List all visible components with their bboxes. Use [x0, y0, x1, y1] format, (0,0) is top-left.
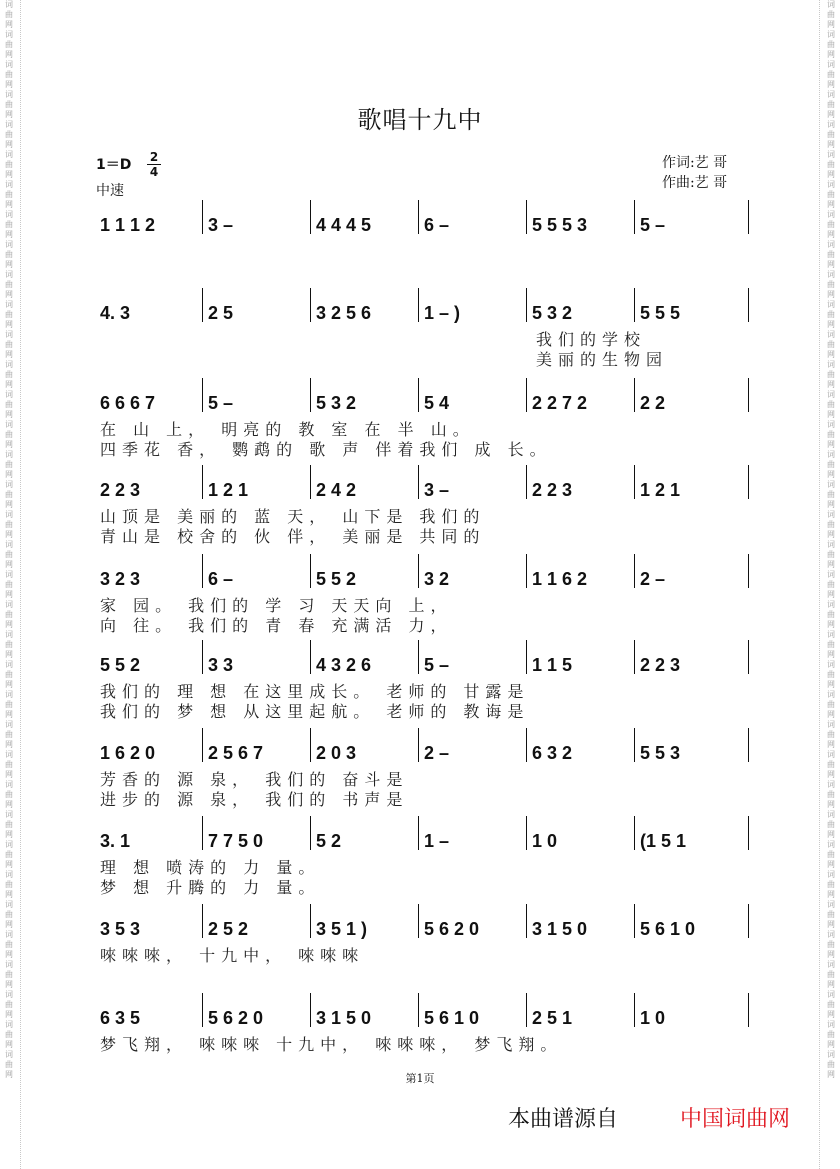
bar-line — [526, 288, 527, 322]
time-sig-top: 2 — [149, 150, 159, 164]
bar-line — [634, 554, 635, 588]
measure: 5 4 — [424, 393, 450, 413]
measure: 5 5 2 — [100, 655, 141, 675]
bar-line — [202, 728, 203, 762]
measure: 5 2 — [316, 831, 342, 851]
measure: 5 – — [424, 655, 450, 675]
lyrics-verse-2 — [92, 702, 756, 722]
measure: 5 6 1 0 — [424, 1008, 480, 1028]
lyrics-verse-1 — [92, 858, 756, 878]
notes-line — [92, 390, 756, 416]
notes-line — [92, 652, 756, 678]
bar-line — [418, 378, 419, 412]
bar-line — [748, 378, 749, 412]
bar-line — [202, 993, 203, 1027]
bar-line — [202, 200, 203, 234]
source-text: 本曲谱源自 — [508, 1107, 619, 1132]
lyrics-verse-1 — [92, 1035, 756, 1055]
notes-line — [92, 212, 756, 238]
measure: 5 – — [640, 215, 666, 235]
page-number: 第1页 — [405, 1072, 435, 1085]
measure: 1 – ) — [424, 303, 461, 323]
bar-line — [310, 728, 311, 762]
lyricist-credit: 作词:艺 哥 — [662, 155, 728, 171]
lyrics-verse-1 — [92, 242, 756, 262]
bar-line — [748, 904, 749, 938]
bar-line — [526, 640, 527, 674]
measure: 2 2 3 — [532, 480, 573, 500]
time-signature — [146, 150, 162, 179]
bar-line — [634, 288, 635, 322]
lyrics-text: 向 往。 我们的 青 春 充满活 力， — [100, 616, 453, 635]
lyrics-verse-1 — [92, 330, 756, 350]
measure: 2 5 6 7 — [208, 743, 264, 763]
lyrics-text: 芳香的 源 泉， 我们的 奋斗是 — [100, 770, 409, 789]
measure: (1 5 1 — [640, 831, 687, 851]
lyrics-text: 美丽的生物园 — [536, 350, 669, 369]
watermark-right: 词曲网词曲网词曲网词曲网词曲网词曲网词曲网词曲网词曲网词曲网词曲网词曲网词曲网词曲网词曲网词曲网词曲网词曲网词曲网词曲网词曲网词曲网词曲网词曲网词曲网词曲网词曲网词曲网词曲网词曲网词曲网词曲网词曲网词曲网词曲网词曲网 — [827, 0, 835, 1079]
bar-line — [526, 993, 527, 1027]
lyrics-text: 梦飞翔， 唻唻唻 十九中， 唻唻唻， 梦飞翔。 — [100, 1035, 563, 1054]
bar-line — [202, 904, 203, 938]
measure: 2 2 7 2 — [532, 393, 588, 413]
bar-line — [202, 378, 203, 412]
bar-line — [634, 728, 635, 762]
bar-line — [526, 465, 527, 499]
lyrics-text: 梦 想 升腾的 力 量。 — [100, 878, 321, 897]
measure: 5 5 5 — [640, 303, 681, 323]
bar-line — [310, 200, 311, 234]
bar-line — [418, 728, 419, 762]
measure: 5 6 2 0 — [424, 919, 480, 939]
bar-line — [748, 200, 749, 234]
lyrics-verse-1 — [92, 507, 756, 527]
lyrics-verse-2 — [92, 790, 756, 810]
bar-line — [310, 465, 311, 499]
lyrics-verse-2 — [92, 878, 756, 898]
lyrics-text: 我们的 梦 想 从这里起航。 老师的 教诲是 — [100, 702, 530, 721]
measure: 5 5 3 — [640, 743, 681, 763]
measure: 3 5 3 — [100, 919, 141, 939]
bar-line — [418, 200, 419, 234]
bar-line — [418, 816, 419, 850]
measure: 4. 3 — [100, 303, 131, 323]
bar-line — [202, 288, 203, 322]
measure: 3 2 — [424, 569, 450, 589]
lyrics-verse-1 — [92, 946, 756, 966]
composer-credit: 作曲:艺 哥 — [662, 175, 728, 191]
lyrics-text: 青山是 校舍的 伙 伴， 美丽是 共同的 — [100, 527, 486, 546]
lyrics-verse-2 — [92, 350, 756, 370]
song-title: 歌唱十九中 — [357, 106, 483, 134]
measure: 5 6 1 0 — [640, 919, 696, 939]
bar-line — [418, 640, 419, 674]
measure: 3 1 5 0 — [532, 919, 588, 939]
bar-line — [634, 816, 635, 850]
lyrics-verse-2 — [92, 262, 756, 282]
bar-line — [310, 378, 311, 412]
bar-line — [526, 816, 527, 850]
source-brand: 中国词曲网 — [680, 1107, 791, 1132]
lyrics-text: 家 园。 我们的 学 习 天天向 上， — [100, 596, 453, 615]
measure: 6 – — [424, 215, 450, 235]
bar-line — [634, 465, 635, 499]
bar-line — [418, 904, 419, 938]
lyrics-text: 进步的 源 泉， 我们的 书声是 — [100, 790, 409, 809]
lyrics-verse-2 — [92, 440, 756, 460]
lyrics-verse-1 — [92, 420, 756, 440]
bar-line — [202, 816, 203, 850]
measure: 1 – — [424, 831, 450, 851]
measure: 5 5 5 3 — [532, 215, 588, 235]
margin-line-left — [20, 0, 21, 1169]
bar-line — [526, 904, 527, 938]
measure: 3. 1 — [100, 831, 131, 851]
bar-line — [310, 904, 311, 938]
measure: 1 6 2 0 — [100, 743, 156, 763]
measure: 2 4 2 — [316, 480, 357, 500]
measure: 2 – — [640, 569, 666, 589]
bar-line — [748, 816, 749, 850]
measure: 5 – — [208, 393, 234, 413]
measure: 5 5 2 — [316, 569, 357, 589]
measure: 2 5 2 — [208, 919, 249, 939]
measure: 4 3 2 6 — [316, 655, 372, 675]
measure: 1 0 — [532, 831, 558, 851]
notes-line — [92, 566, 756, 592]
bar-line — [202, 465, 203, 499]
bar-line — [310, 993, 311, 1027]
bar-line — [310, 554, 311, 588]
notes-line — [92, 740, 756, 766]
bar-line — [748, 993, 749, 1027]
bar-line — [748, 640, 749, 674]
bar-line — [310, 816, 311, 850]
lyrics-text: 在 山 上， 明亮的 教 室 在 半 山。 — [100, 420, 475, 439]
measure: 2 2 — [640, 393, 666, 413]
bar-line — [634, 200, 635, 234]
notes-line — [92, 1005, 756, 1031]
measure: 1 2 1 — [208, 480, 249, 500]
lyrics-verse-1 — [92, 770, 756, 790]
bar-line — [634, 904, 635, 938]
bar-line — [748, 288, 749, 322]
measure: 1 0 — [640, 1008, 666, 1028]
lyrics-text: 四季花 香， 鹦鹉的 歌 声 伴着我们 成 长。 — [100, 440, 552, 459]
tempo-marking: 中速 — [96, 183, 124, 199]
measure: 5 3 2 — [532, 303, 573, 323]
bar-line — [526, 554, 527, 588]
measure: 3 2 5 6 — [316, 303, 372, 323]
bar-line — [310, 640, 311, 674]
notes-line — [92, 916, 756, 942]
measure: 6 – — [208, 569, 234, 589]
bar-line — [634, 993, 635, 1027]
lyrics-text: 唻唻唻， 十九中， 唻唻唻 — [100, 946, 365, 965]
measure: 3 1 5 0 — [316, 1008, 372, 1028]
measure: 5 6 2 0 — [208, 1008, 264, 1028]
lyrics-text: 理 想 喷涛的 力 量。 — [100, 858, 321, 877]
lyrics-text: 山顶是 美丽的 蓝 天， 山下是 我们的 — [100, 507, 486, 526]
lyrics-verse-1 — [92, 682, 756, 702]
measure: 2 5 — [208, 303, 234, 323]
measure: 2 2 3 — [640, 655, 681, 675]
bar-line — [526, 200, 527, 234]
measure: 3 – — [208, 215, 234, 235]
bar-line — [526, 378, 527, 412]
watermark-left: 词曲网词曲网词曲网词曲网词曲网词曲网词曲网词曲网词曲网词曲网词曲网词曲网词曲网词曲网词曲网词曲网词曲网词曲网词曲网词曲网词曲网词曲网词曲网词曲网词曲网词曲网词曲网词曲网词曲网词曲网词曲网词曲网词曲网词曲网词曲网词曲网 — [5, 0, 13, 1079]
notes-line — [92, 828, 756, 854]
measure: 3 3 — [208, 655, 234, 675]
lyrics-text: 我们的 理 想 在这里成长。 老师的 甘露是 — [100, 682, 530, 701]
measure: 6 3 5 — [100, 1008, 141, 1028]
notes-line — [92, 300, 756, 326]
bar-line — [310, 288, 311, 322]
lyrics-verse-1 — [92, 596, 756, 616]
measure: 3 5 1 ) — [316, 919, 368, 939]
bar-line — [634, 640, 635, 674]
notes-line — [92, 477, 756, 503]
measure: 1 1 1 2 — [100, 215, 156, 235]
margin-line-right — [819, 0, 820, 1169]
lyrics-verse-2 — [92, 527, 756, 547]
measure: 5 3 2 — [316, 393, 357, 413]
bar-line — [418, 993, 419, 1027]
measure: 1 1 6 2 — [532, 569, 588, 589]
bar-line — [748, 465, 749, 499]
bar-line — [418, 465, 419, 499]
time-sig-bottom: 4 — [149, 165, 159, 179]
measure: 6 3 2 — [532, 743, 573, 763]
bar-line — [202, 554, 203, 588]
bar-line — [202, 640, 203, 674]
measure: 7 7 5 0 — [208, 831, 264, 851]
bar-line — [748, 728, 749, 762]
measure: 6 6 6 7 — [100, 393, 156, 413]
measure: 1 2 1 — [640, 480, 681, 500]
bar-line — [634, 378, 635, 412]
lyrics-verse-2 — [92, 616, 756, 636]
measure: 2 2 3 — [100, 480, 141, 500]
measure: 2 0 3 — [316, 743, 357, 763]
measure: 3 – — [424, 480, 450, 500]
bar-line — [748, 554, 749, 588]
bar-line — [418, 288, 419, 322]
measure: 1 1 5 — [532, 655, 573, 675]
measure: 2 5 1 — [532, 1008, 573, 1028]
bar-line — [526, 728, 527, 762]
lyrics-verse-2 — [92, 966, 756, 986]
lyrics-text: 我们的学校 — [536, 330, 647, 349]
measure: 4 4 4 5 — [316, 215, 372, 235]
bar-line — [418, 554, 419, 588]
measure: 3 2 3 — [100, 569, 141, 589]
measure: 2 – — [424, 743, 450, 763]
key-signature: 1＝D — [96, 157, 132, 173]
